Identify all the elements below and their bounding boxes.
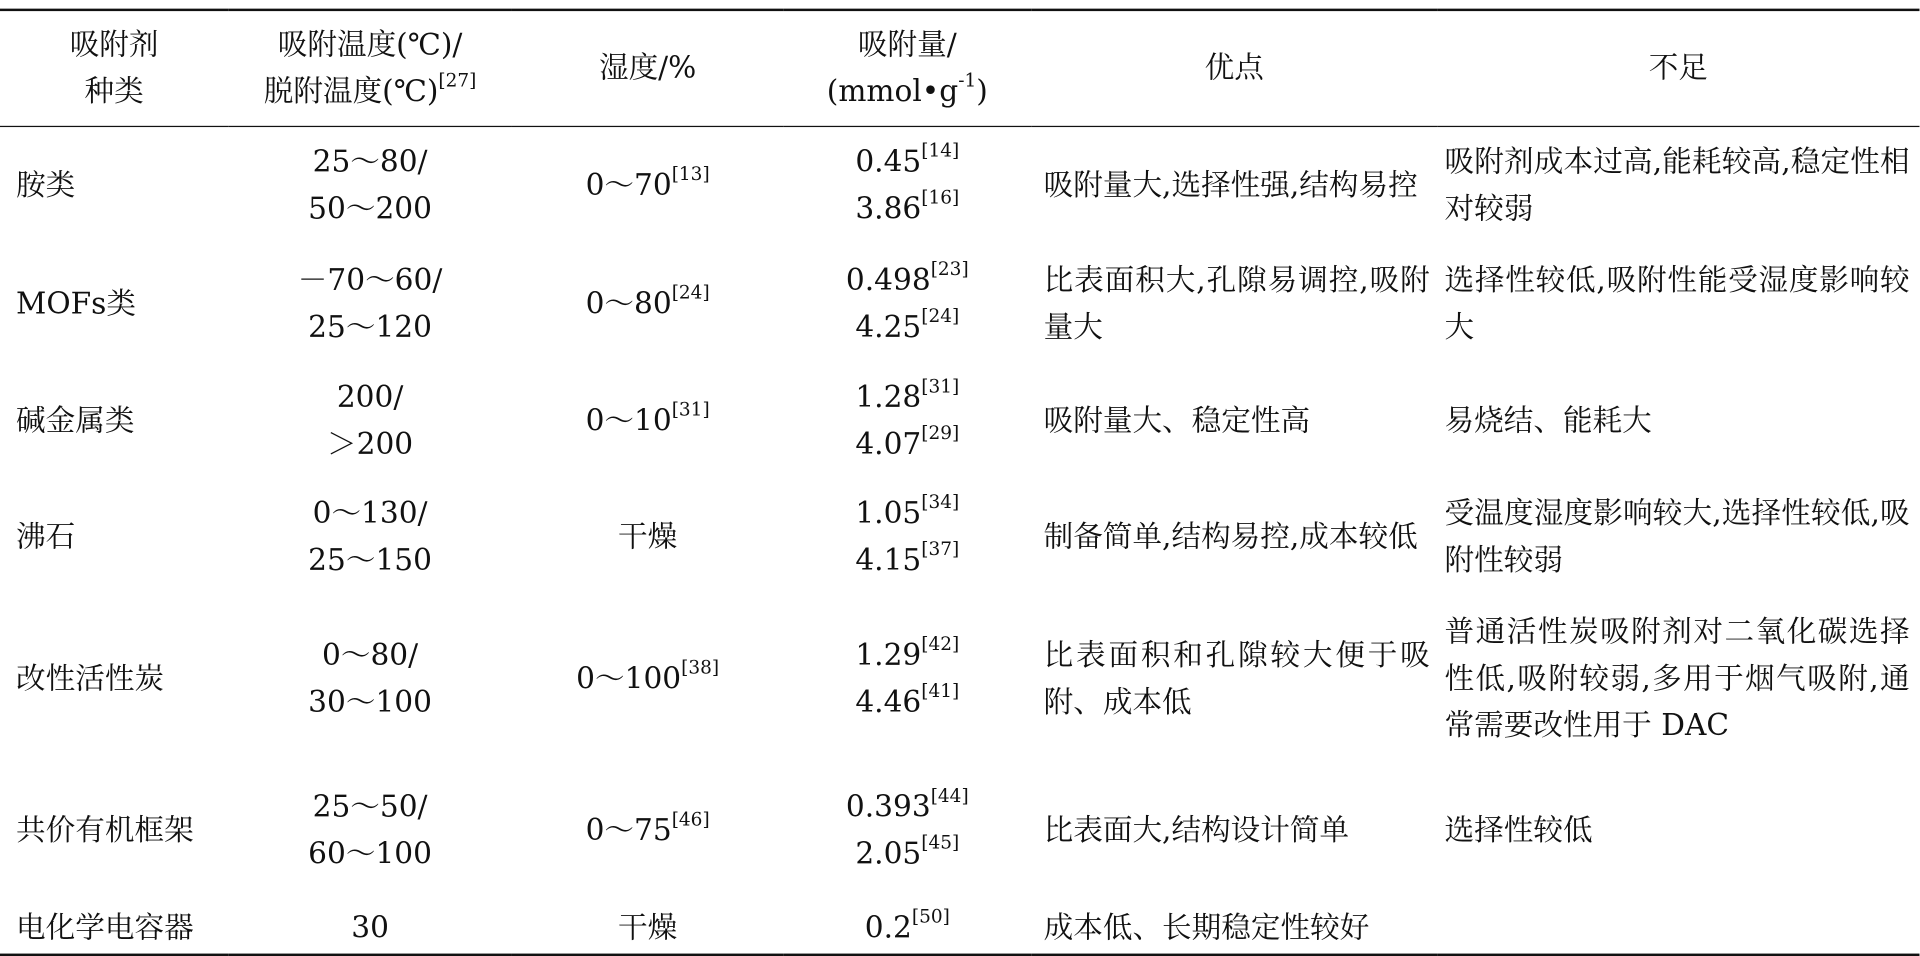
temperature-cell: －70～60/ 25～120	[297, 262, 443, 345]
disadvantages-cell: 受温度湿度影响较大,选择性较低,吸附性较弱	[1444, 495, 1910, 578]
advantages-cell: 比表面大,结构设计简单	[1043, 812, 1350, 848]
adsorbent-name: MOFs类	[16, 286, 136, 321]
disadvantages-cell	[1437, 901, 1919, 955]
disadvantages-cell: 选择性较低,吸附性能受湿度影响较大	[1444, 262, 1910, 345]
temperature-cell: 25～50/ 60～100	[308, 789, 432, 871]
table-row	[0, 126, 1919, 244]
table-row	[0, 363, 1919, 478]
reference-marker: [23]	[930, 257, 969, 281]
advantages-cell: 制备简单,结构易控,成本较低	[1043, 519, 1418, 554]
temperature-cell: 0～80/ 30～100	[308, 637, 432, 719]
reference-marker: [24]	[921, 304, 960, 327]
amount-cell: 1.28[31] 4.07[29]	[855, 374, 960, 461]
reference-marker: [34]	[921, 490, 960, 514]
advantages-cell: 比表面积和孔隙较大便于吸附、成本低	[1043, 637, 1430, 719]
adsorbent-name: 共价有机框架	[16, 812, 194, 848]
amount-cell: 0.498[23] 4.25[24]	[845, 257, 969, 345]
reference-marker: [13]	[671, 163, 710, 186]
temperature-cell: 0～130/ 25～150	[308, 495, 432, 578]
header-humidity: 湿度/%	[512, 10, 783, 126]
reference-marker: [29]	[921, 421, 960, 444]
amount-cell: 0.2[50]	[783, 901, 1031, 955]
humidity-cell: 干燥	[512, 901, 783, 955]
amount-cell: 1.05[34] 4.15[37]	[855, 490, 960, 578]
table-row	[0, 477, 1919, 595]
table-row	[0, 901, 1919, 955]
temperature-cell: 30	[228, 901, 512, 955]
reference-marker: [44]	[930, 784, 969, 807]
adsorbent-comparison-table	[0, 9, 1919, 956]
header-temperature-ref: [27]	[438, 69, 477, 92]
reference-marker: [42]	[921, 632, 960, 655]
header-advantages: 优点	[1031, 10, 1437, 126]
reference-marker: [16]	[921, 186, 960, 209]
amount-cell: 0.45[14] 3.86[16]	[855, 139, 960, 227]
reference-marker: [50]	[911, 904, 950, 928]
adsorbent-name: 胺类	[16, 168, 76, 203]
reference-marker: [14]	[921, 139, 960, 162]
header-adsorbent-type: 吸附剂 种类	[0, 10, 228, 126]
table-row	[0, 760, 1919, 901]
humidity-cell: 0～10[31]	[585, 397, 710, 438]
disadvantages-cell: 普通活性炭吸附剂对二氧化碳选择性低,吸附较弱,多用于烟气吸附,通常需要改性用于 DAC	[1444, 613, 1910, 743]
reference-marker: [24]	[671, 281, 710, 304]
table-row	[0, 244, 1919, 362]
amount-cell: 1.29[42] 4.46[41]	[855, 632, 960, 719]
disadvantages-cell: 吸附剂成本过高,能耗较高,稳定性相对较弱	[1444, 144, 1910, 227]
adsorbent-name: 碱金属类	[16, 402, 135, 438]
reference-marker: [45]	[921, 831, 960, 854]
humidity-cell: 0～75[46]	[585, 808, 710, 848]
reference-marker: [31]	[921, 374, 960, 397]
humidity-cell: 干燥	[618, 519, 678, 554]
reference-marker: [41]	[921, 679, 960, 702]
adsorbent-name: 电化学电容器	[0, 901, 228, 955]
reference-marker: [37]	[921, 537, 960, 561]
disadvantages-cell: 选择性较低	[1444, 812, 1593, 848]
adsorbent-name: 沸石	[16, 519, 76, 554]
advantages-cell: 吸附量大、稳定性高	[1043, 402, 1311, 438]
amount-cell: 0.393[44] 2.05[45]	[845, 784, 969, 871]
adsorbent-name: 改性活性炭	[16, 660, 165, 696]
advantages-cell: 吸附量大,选择性强,结构易控	[1043, 168, 1418, 203]
humidity-cell: 0～70[13]	[585, 163, 710, 203]
table-row	[0, 596, 1919, 760]
header-temperature: 吸附温度(℃)/ 脱附温度(℃)[27]	[228, 10, 512, 126]
header-adsorption-amount: 吸附量/ $(mmol•g^{-1})$	[783, 10, 1031, 126]
humidity-cell: 0～80[24]	[585, 281, 710, 321]
disadvantages-cell: 易烧结、能耗大	[1444, 402, 1652, 438]
temperature-cell: 200/ ＞200	[327, 379, 414, 461]
humidity-cell: 0～100[38]	[576, 655, 720, 696]
temperature-cell: 25～80/ 50～200	[308, 144, 432, 227]
reference-marker: [38]	[681, 655, 720, 678]
advantages-cell: 成本低、长期稳定性较好	[1031, 901, 1437, 955]
header-row	[0, 10, 1919, 126]
header-disadvantages: 不足	[1437, 10, 1919, 126]
reference-marker: [46]	[671, 808, 710, 831]
advantages-cell: 比表面积大,孔隙易调控,吸附量大	[1043, 262, 1430, 345]
reference-marker: [31]	[671, 397, 710, 421]
